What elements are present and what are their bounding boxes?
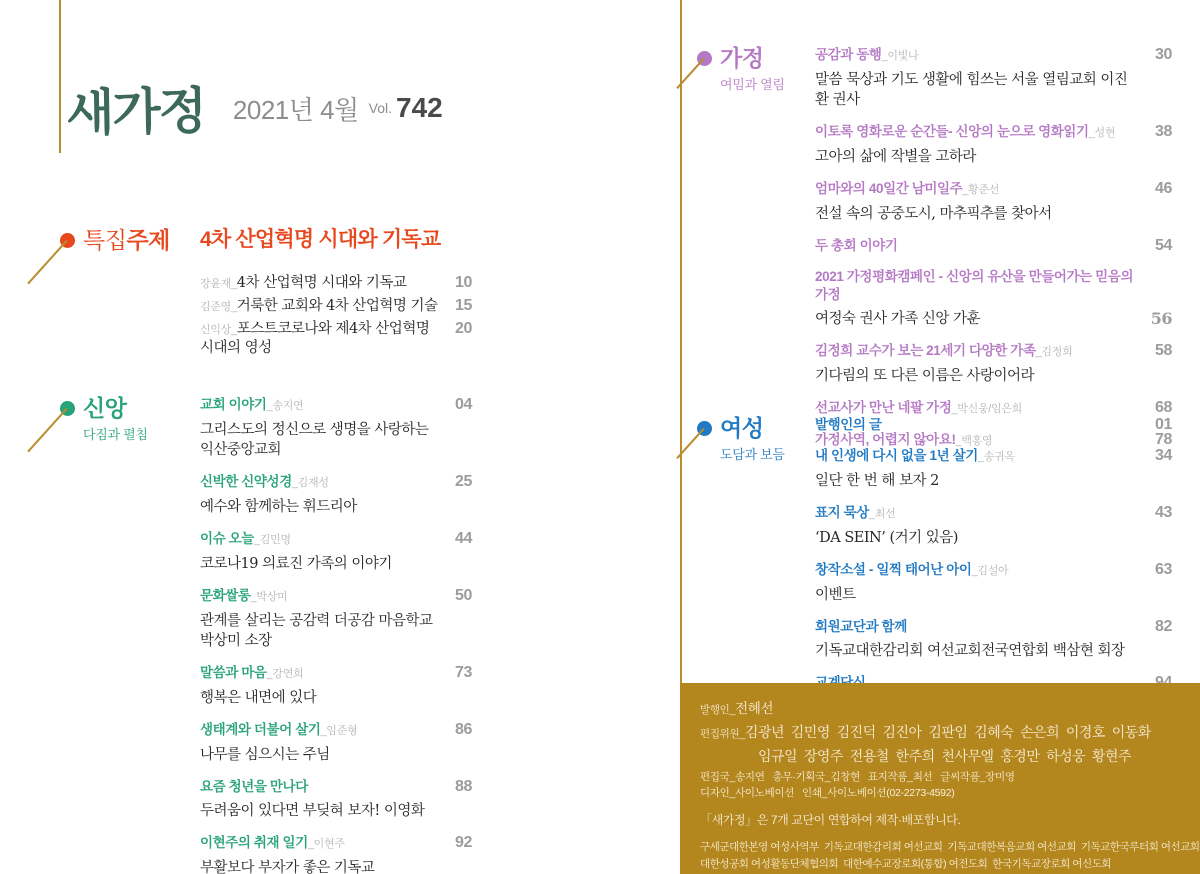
- toc-item-label: 요즘 청년을 만나다: [200, 779, 308, 794]
- toc-item-desc: 두려움이 있다면 부딪혀 보자! 이영화: [200, 803, 425, 819]
- toc-item-title-line: [815, 342, 1172, 361]
- issue-date: 2021년 4월: [232, 94, 359, 125]
- toc-item-title-line: [815, 180, 1172, 199]
- toc-item: [200, 274, 472, 293]
- toc-item-title-line: [200, 721, 472, 740]
- section-subtitle: 도담과 보듬: [720, 447, 785, 462]
- publisher-name: 전혜선: [735, 701, 774, 716]
- toc-item: [815, 561, 1172, 605]
- design-line: 디자인_사이노베이션 인쇄_사이노베이션(02-2273-4592): [700, 787, 955, 800]
- toc-item-label: 공감과 동행: [815, 47, 882, 62]
- staff-line: 편집국_송지연 총무·기획국_김창현 표지작품_최선 글씨작품_장미영: [700, 771, 1015, 783]
- toc-item-page-number: 50: [455, 587, 472, 604]
- toc-item-page-number: 25: [455, 473, 472, 490]
- toc-item: [200, 530, 472, 574]
- toc-item: [815, 123, 1172, 167]
- toc-item-label: 선교사가 만난 네팔 가정: [815, 400, 952, 415]
- toc-item-list: [200, 274, 472, 357]
- toc-item-page-number: 46: [1155, 180, 1172, 197]
- magazine-logo: 새가정: [65, 80, 206, 143]
- toc-item-author: _이현주: [307, 838, 345, 850]
- toc-item: [815, 447, 1172, 491]
- section-header: [697, 416, 827, 463]
- toc-item-desc: 고아의 삶에 작별을 고하라: [815, 149, 976, 165]
- toc-item-desc: 나무를 심으시는 주님: [200, 747, 330, 763]
- toc-item-desc: 말씀 묵상과 기도 생활에 힘쓰는 서울 열림교회 이진환 권사: [815, 72, 1128, 108]
- toc-item: [200, 587, 472, 651]
- toc-item-author: _김정희: [1035, 346, 1073, 358]
- toc-item-author: _최선: [868, 508, 896, 520]
- section-name-bold: 신앙: [83, 395, 127, 421]
- section-subtitle: 여밈과 열림: [720, 77, 785, 92]
- colophon: [680, 683, 1200, 874]
- toc-item-page-number: 01: [1155, 416, 1172, 433]
- vol-number: 742: [396, 92, 443, 123]
- toc-item-page-number: 92: [455, 834, 472, 851]
- toc-item: [200, 778, 472, 821]
- toc-item-title-line: [815, 237, 1172, 255]
- toc-item-desc: 일단 한 번 해 보자 2: [815, 473, 939, 489]
- toc-item-title-line: [815, 268, 1172, 304]
- toc-item-page-number: 20: [455, 320, 472, 337]
- toc-item-label: 엄마와의 40일간 남미일주: [815, 181, 963, 196]
- gold-edge-line: [59, 0, 61, 153]
- section-name: [83, 228, 190, 253]
- toc-item-list: [815, 46, 1172, 450]
- toc-item-desc: 여정숙 권사 가족 신앙 가훈 56: [815, 309, 1172, 328]
- toc-item-page-number: 86: [455, 721, 472, 738]
- toc-item: [815, 342, 1172, 386]
- cooperation-note: 「새가정」은 7개 교단이 연합하여 제작·배포합니다.: [700, 812, 961, 827]
- toc-item: [815, 504, 1172, 548]
- toc-item-page-number: 30: [1155, 46, 1172, 63]
- masthead: [66, 72, 443, 144]
- denominations-line-1: 구세군대한본영 여성사역부 기독교대한감리회 여선교회 기독교대한복음교회 여선교회 기독교한국루터회 여선교회: [700, 840, 1200, 853]
- toc-item-title-line: [815, 618, 1172, 636]
- toc-item-title: 4차 산업혁명 시대와 기독교: [236, 275, 407, 291]
- toc-item: [200, 297, 472, 316]
- toc-item-page-number: 54: [1155, 237, 1172, 254]
- toc-item-author: _임준형: [320, 725, 358, 737]
- toc-item-label: 문화쌀롱: [200, 588, 251, 603]
- toc-item-title-line: [815, 416, 1172, 434]
- leader-line: [28, 408, 68, 452]
- toc-item-author: _김설아: [971, 565, 1009, 577]
- toc-item-title-line: [815, 504, 1172, 523]
- editors-line-1: [700, 721, 1200, 745]
- toc-item-desc: 코로나19 의료진 가족의 이야기: [200, 556, 392, 572]
- feature-title: 4차 산업혁명 시대와 기독교: [200, 228, 441, 251]
- toc-item-title-line: [200, 473, 472, 492]
- toc-item-page-number: 82: [1155, 618, 1172, 635]
- toc-item-desc: 기독교대한감리회 여선교회전국연합회 백삼현 회장: [815, 643, 1125, 659]
- toc-item-title-line: [200, 834, 472, 853]
- toc-item: [815, 618, 1172, 661]
- toc-item: [815, 237, 1172, 255]
- toc-item-desc: 관계를 살리는 공감력 더공감 마음학교 박상미 소장: [200, 613, 433, 649]
- toc-item-author: _박신웅/임은희: [951, 403, 1022, 415]
- toc-item-title-line: [200, 587, 472, 606]
- toc-item-title-line: [815, 46, 1172, 65]
- toc-item: [200, 396, 472, 460]
- toc-item-desc: 예수와 함께하는 휘드리아: [200, 499, 357, 515]
- toc-item-title-line: [200, 274, 472, 293]
- toc-item-author: 김준영_: [200, 301, 237, 313]
- denominations: [700, 839, 1200, 874]
- toc-item-title-line: [200, 778, 472, 796]
- toc-item-label: 2021 가정평화캠페인 - 신앙의 유산을 만들어가는 믿음의 가정: [815, 269, 1134, 302]
- toc-item-author: _김재성: [291, 477, 329, 489]
- toc-item-page-number: 73: [455, 664, 472, 681]
- toc-item-title-line: [815, 447, 1172, 466]
- toc-item-page-number: 44: [455, 530, 472, 547]
- toc-item-label: 이슈 오늘: [200, 531, 254, 546]
- section-header: [697, 46, 827, 93]
- section-header: [60, 396, 190, 443]
- toc-item-author: _백홍영: [955, 435, 993, 447]
- toc-item-author: _강연희: [266, 668, 304, 680]
- toc-item-author: _박상미: [250, 591, 288, 603]
- editors-line-2: [700, 745, 1200, 769]
- toc-item-label: 김정희 교수가 보는 21세기 다양한 가족: [815, 343, 1036, 358]
- section-name: [83, 396, 190, 421]
- toc-item-title: 거룩한 교회와 4차 산업혁명 기술: [236, 298, 438, 314]
- editors-names-1: 김광년 김민영 김진덕 김진아 김판임 김혜숙 손은희 이경호 이동화: [744, 724, 1151, 740]
- toc-item-author: 장윤재_: [200, 278, 237, 290]
- toc-item: [200, 320, 472, 357]
- section-header: [60, 228, 190, 253]
- toc-item-title-line: [200, 320, 472, 357]
- toc-item-title: 포스트코로나와 제4차 산업혁명 시대의 영성: [200, 321, 430, 356]
- toc-item: [815, 180, 1172, 224]
- toc-item-list: [200, 396, 472, 874]
- toc-item-page-number: 63: [1155, 561, 1172, 578]
- toc-item-desc: 이벤트: [815, 587, 856, 603]
- toc-item-label: 두 총회 이야기: [815, 238, 898, 253]
- section-name-bold: 주제: [126, 227, 170, 253]
- editors-label: 편집위원_: [700, 728, 745, 740]
- toc-item: [200, 834, 472, 874]
- toc-item-label: 표지 묵상: [815, 505, 869, 520]
- publisher-label: 발행인_: [700, 704, 736, 716]
- toc-item-author: _이빛나: [881, 50, 919, 62]
- editors-names-2: 임규일 장영주 전용철 한주희 천사무엘 홍경만 하성웅 황현주: [758, 748, 1132, 764]
- toc-item-label: 신박한 신약성경: [200, 474, 292, 489]
- toc-item-label: 창작소설 - 일찍 태어난 아이: [815, 562, 972, 577]
- toc-item-title-line: [200, 297, 472, 316]
- toc-item-label: 내 인생에 다시 없을 1년 살기: [815, 448, 978, 463]
- toc-item-title-line: [815, 123, 1172, 142]
- section-name-bold: 가정: [720, 45, 764, 71]
- toc-item: [200, 473, 472, 517]
- toc-item: [815, 46, 1172, 110]
- toc-item: [815, 416, 1172, 434]
- section-name-bold: 여성: [720, 415, 764, 441]
- toc-item: [200, 721, 472, 765]
- toc-item-page-number: 10: [455, 274, 472, 291]
- toc-item-title-line: [200, 530, 472, 549]
- toc-item: [815, 268, 1172, 329]
- toc-item-author: _황준선: [962, 184, 1000, 196]
- toc-item-title-line: [200, 664, 472, 683]
- section-subtitle: 다짐과 펼침: [83, 427, 148, 442]
- toc-item-label: 생태계와 더불어 살기: [200, 722, 321, 737]
- toc-item-label: 이토록 영화로운 순간들- 신앙의 눈으로 영화읽기: [815, 124, 1089, 139]
- toc-item-page-number: 58: [1155, 342, 1172, 359]
- toc-item-title-line: [815, 561, 1172, 580]
- toc-item-title-line: [200, 396, 472, 415]
- toc-item-list: [815, 416, 1172, 692]
- toc-item-desc: 부활보다 부자가 좋은 기독교: [200, 860, 375, 874]
- toc-item-label: 가정사역, 어렵지 않아요!: [815, 432, 956, 447]
- section-name: [720, 46, 827, 71]
- toc-item-author: _성현: [1088, 127, 1116, 139]
- section-name-light: 특집: [83, 227, 127, 253]
- toc-item-label: 교회 이야기: [200, 397, 267, 412]
- toc-item-page-number: 88: [455, 778, 472, 795]
- toc-item-label: 회원교단과 함께: [815, 619, 907, 634]
- toc-item-page-number: 04: [455, 396, 472, 413]
- gold-column-divider: [680, 0, 682, 683]
- denominations-line-2: 대한성공회 여성활동단체협의회 대한예수교장로회(통합) 여전도회 한국기독교장로회 여신도회: [700, 858, 1112, 871]
- section-name: [720, 416, 827, 441]
- toc-item-author: _송지연: [266, 400, 304, 412]
- toc-item-page-number: 15: [455, 297, 472, 314]
- toc-item-page-number: 56: [1150, 309, 1172, 328]
- toc-item: [200, 664, 472, 708]
- toc-item-page-number: 38: [1155, 123, 1172, 140]
- toc-item-author: _김민명: [253, 534, 291, 546]
- toc-item-desc: ‘DA SEIN’ (거기 있음): [815, 530, 958, 546]
- toc-item-author: _송귀옥: [977, 451, 1015, 463]
- toc-item-desc: 그리스도의 정신으로 생명을 사랑하는 익산중앙교회: [200, 422, 429, 458]
- toc-item-author: 신익상_: [200, 324, 237, 336]
- vol-label: Vol.: [368, 100, 393, 116]
- toc-item-label: 말씀과 마음: [200, 665, 267, 680]
- toc-item-desc: 기다림의 또 다른 이름은 사랑이어라: [815, 368, 1035, 384]
- toc-item-page-number: 68: [1155, 399, 1172, 416]
- toc-item-page-number: 78: [1155, 431, 1172, 448]
- toc-item-desc: 전설 속의 공중도시, 마추픽추를 찾아서: [815, 206, 1052, 222]
- toc-item-label: 이현주의 취재 일기: [200, 835, 308, 850]
- publisher-line: [700, 697, 1200, 721]
- toc-item-page-number: 43: [1155, 504, 1172, 521]
- toc-item-page-number: 34: [1155, 447, 1172, 464]
- toc-item-label: 발행인의 글: [815, 417, 882, 432]
- toc-item-desc: 행복은 내면에 있다: [200, 690, 317, 706]
- leader-line: [28, 240, 68, 284]
